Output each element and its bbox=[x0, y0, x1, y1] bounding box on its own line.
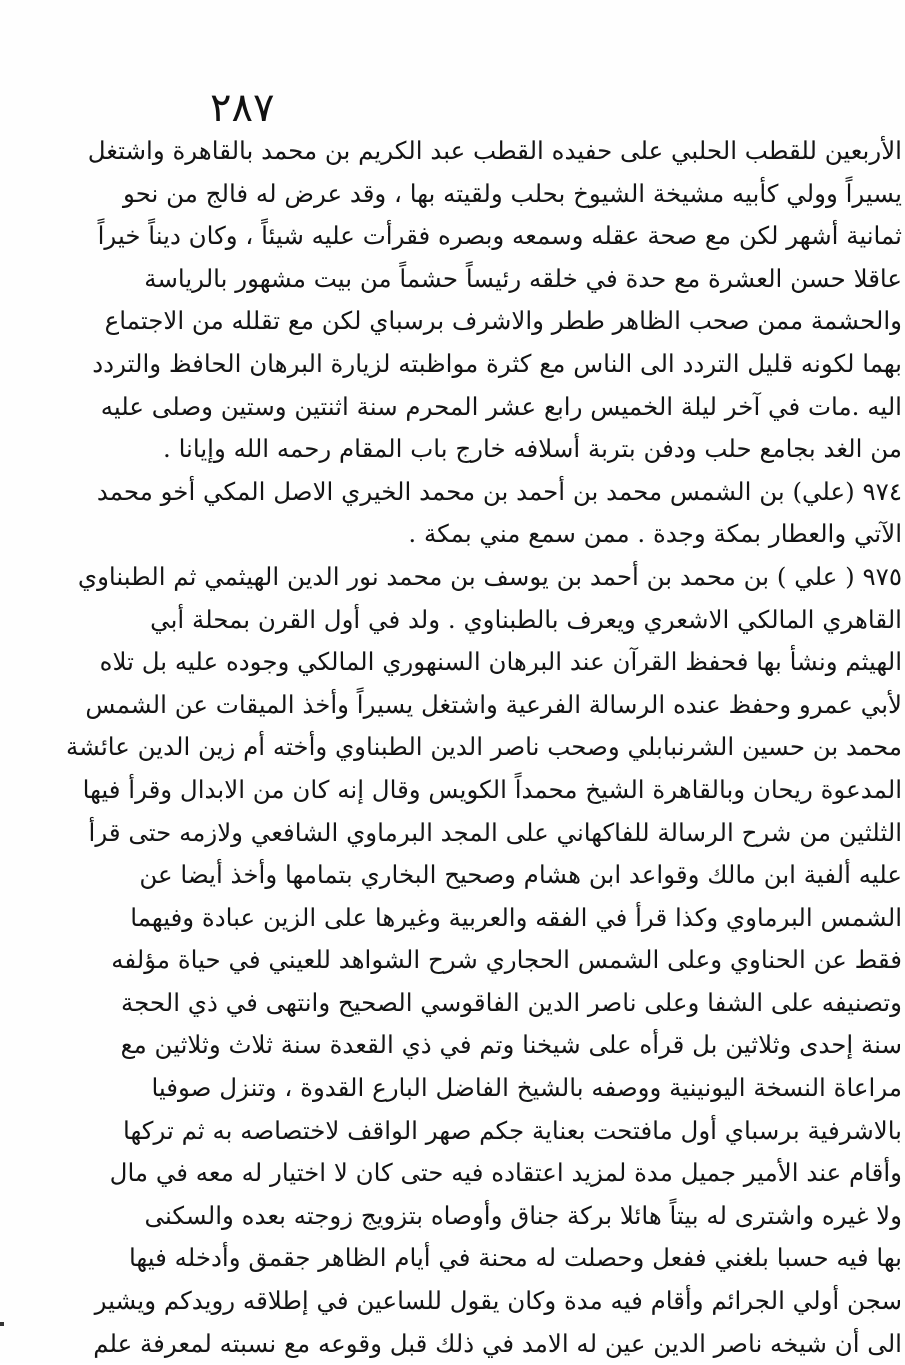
text-line: الهيثم ونشأ بها فحفظ القرآن عند البرهان السنهوري المالكي وجوده عليه بل تلاه bbox=[99, 647, 902, 677]
text-line: بالاشرفية برسباي أول مافتحت بعناية جكم صهر الواقف لاختصاصه به ثم تركها bbox=[123, 1115, 902, 1145]
text-line: ولا غيره واشترى له بيتاً هائلا بركة جناق وأوصاه بتزويج زوجته بعده والسكنى bbox=[144, 1200, 902, 1230]
text-line: سنة إحدى وثلاثين بل قرأه على شيخنا وتم في ذي القعدة سنة ثلاث وثلاثين مع bbox=[120, 1030, 902, 1060]
entry-start-975: ٩٧٥ ( علي ) بن محمد بن أحمد بن يوسف بن محمد نور الدين الهيثمي ثم الطبناوي bbox=[77, 561, 902, 591]
entry-start-974: ٩٧٤ (علي) بن الشمس محمد بن أحمد بن محمد الخيري الاصل المكي أخو محمد bbox=[96, 476, 902, 506]
page-number: ٢٨٧ bbox=[210, 85, 275, 131]
text-line: يسيراً وولي كأبيه مشيخة الشيوخ بحلب ولقيته بها ، وقد عرض له فالج من نحو bbox=[123, 178, 902, 208]
text-line: الثلثين من شرح الرسالة للفاكهاني على المجد البرماوي الشافعي ولازمه حتى قرأ bbox=[88, 817, 902, 847]
text-line: الأربعين للقطب الحلبي على حفيده القطب عبد الكريم بن محمد بالقاهرة واشتغل bbox=[87, 136, 902, 165]
text-line: الى أن شيخه ناصر الدين عين له الامد في ذلك قبل وقوعه مع نسبته لمعرفة علم bbox=[93, 1328, 902, 1358]
text-line: المدعوة ريحان وبالقاهرة الشيخ محمداً الكويس وقال إنه كان من الابدال وقرأ فيها bbox=[82, 774, 902, 804]
text-line: محمد بن حسين الشرنبابلي وصحب ناصر الدين الطبناوي وأخته أم زين الدين عائشة bbox=[65, 732, 902, 762]
body-text bbox=[65, 130, 902, 1365]
text-line: سجن أولي الجرائم وأقام فيه مدة وكان يقول للساعين في إطلاقه رويدكم ويشير bbox=[94, 1286, 902, 1316]
text-line: مراعاة النسخة اليونينية ووصفه بالشيخ الفاضل البارع القدوة ، وتنزل صوفيا bbox=[151, 1073, 902, 1103]
text-line: بهما لكونه قليل التردد الى الناس مع كثرة مواظبته لزيارة البرهان الحافظ والتردد bbox=[92, 348, 902, 378]
text-line: وأقام عند الأمير جميل مدة لمزيد اعتقاده فيه حتى كان لا اختيار له معه في مال bbox=[109, 1158, 902, 1188]
text-line: من الغد بجامع حلب ودفن بتربة أسلافه خارج باب المقام رحمه الله وإيانا . bbox=[163, 434, 902, 464]
text-line: ثمانية أشهر لكن مع صحة عقله وسمعه وبصره فقرأت عليه شيئاً ، وكان ديناً خيراً bbox=[97, 221, 902, 251]
text-line: لأبي عمرو وحفظ عنده الرسالة الفرعية واشتغل يسيراً وأخذ الميقات عن الشمس bbox=[85, 689, 902, 719]
text-line: بها فيه حسبا بلغني ففعل وحصلت له محنة في أيام الظاهر جقمق وأدخله فيها bbox=[128, 1243, 902, 1273]
text-line: عليه ألفية ابن مالك وقواعد ابن هشام وصحيح البخاري بتمامها وأخذ أيضا عن bbox=[139, 860, 902, 890]
text-line: الآتي والعطار بمكة وجدة . ممن سمع مني بمكة . bbox=[408, 519, 902, 549]
text-line: وتصنيفه على الشفا وعلى ناصر الدين الفاقوسي الصحيح وانتهى في ذي الحجة bbox=[120, 987, 902, 1017]
text-line: والحشمة ممن صحب الظاهر ططر والاشرف برسباي لكن مع تقلله من الاجتماع bbox=[104, 306, 902, 336]
text-line: القاهري المالكي الاشعري ويعرف بالطبناوي . ولد في أول القرن بمحلة أبي bbox=[150, 604, 902, 634]
text-line: فقط عن الحناوي وعلى الشمس الحجاري شرح الشواهد للعيني في حياة مؤلفه bbox=[111, 945, 902, 975]
scan-mark bbox=[0, 1322, 4, 1326]
text-line: اليه .مات في آخر ليلة الخميس رابع عشر المحرم سنة اثنتين وستين وصلى عليه bbox=[100, 391, 902, 421]
text-line: الشمس البرماوي وكذا قرأ في الفقه والعربية وغيرها على الزين عبادة وفيهما bbox=[130, 902, 902, 932]
text-line: عاقلا حسن العشرة مع حدة في خلقه رئيساً حشماً من بيت مشهور بالرياسة bbox=[144, 263, 902, 293]
